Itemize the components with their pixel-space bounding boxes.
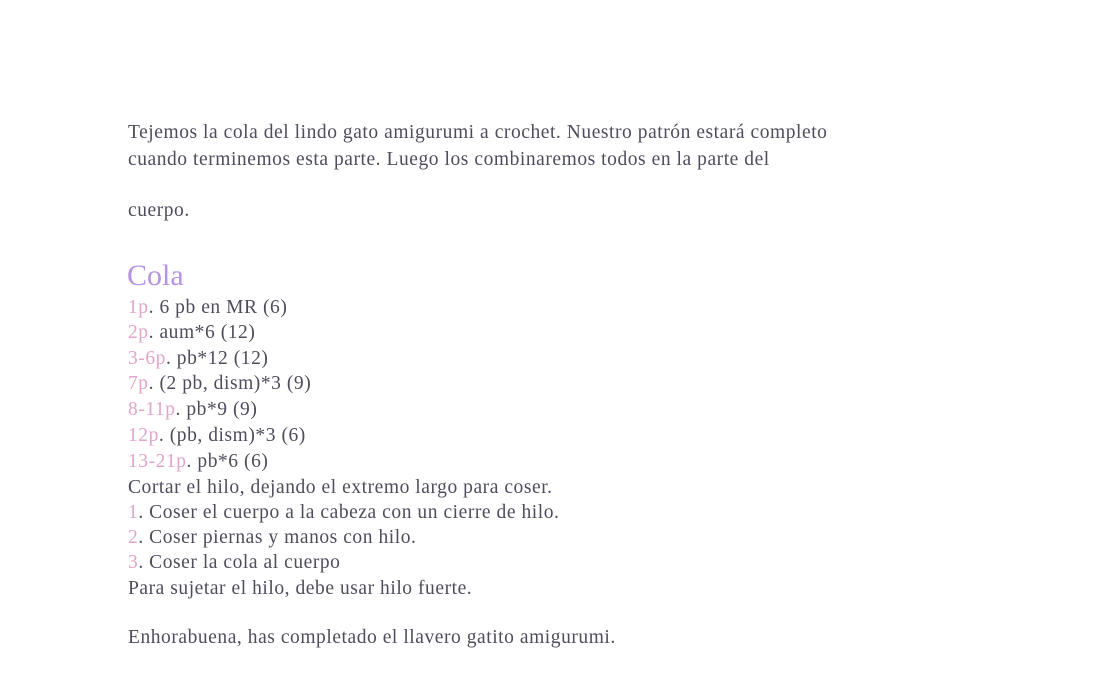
closing-text: Enhorabuena, has completado el llavero gatito amigurumi. [128,627,616,648]
round-label: 12p [128,425,159,446]
section-title: Cola [127,259,184,292]
round-row [128,372,311,396]
round-label: 13-21p [128,451,187,472]
step-text: . Coser el cuerpo a la cabeza con un cierre de hilo. [138,502,560,523]
cut-note: Cortar el hilo, dejando el extremo largo para coser. [128,477,553,498]
round-label: 8-11p [128,399,176,420]
round-row [128,321,255,345]
round-text: . aum*6 (12) [148,322,256,343]
round-label: 1p [128,297,149,318]
step-row [128,551,340,575]
round-label: 7p [128,373,149,394]
round-row [128,347,268,371]
round-label: 3-6p [128,348,166,369]
step-text: . Coser piernas y manos con hilo. [138,527,417,548]
round-row [128,450,268,474]
round-text: . pb*6 (6) [186,451,269,472]
thread-note: Para sujetar el hilo, debe usar hilo fuerte. [128,578,473,599]
step-label: 3 [128,552,139,573]
round-text: . pb*12 (12) [165,348,269,369]
round-text: . 6 pb en MR (6) [148,297,288,318]
step-row [128,526,416,550]
round-text: . (2 pb, dism)*3 (9) [148,373,312,394]
intro-line: Tejemos la cola del lindo gato amigurumi a crochet. Nuestro patrón estará completo [128,122,828,143]
round-row [128,398,257,422]
step-row [128,501,559,525]
round-text: . pb*9 (9) [175,399,258,420]
step-label: 2 [128,527,139,548]
round-row [128,296,287,320]
intro-line: cuerpo. [128,200,190,221]
round-label: 2p [128,322,149,343]
intro-line: cuando terminemos esta parte. Luego los combinaremos todos en la parte del [128,149,770,170]
round-row [128,424,306,448]
step-label: 1 [128,502,139,523]
round-text: . (pb, dism)*3 (6) [158,425,306,446]
step-text: . Coser la cola al cuerpo [138,552,341,573]
